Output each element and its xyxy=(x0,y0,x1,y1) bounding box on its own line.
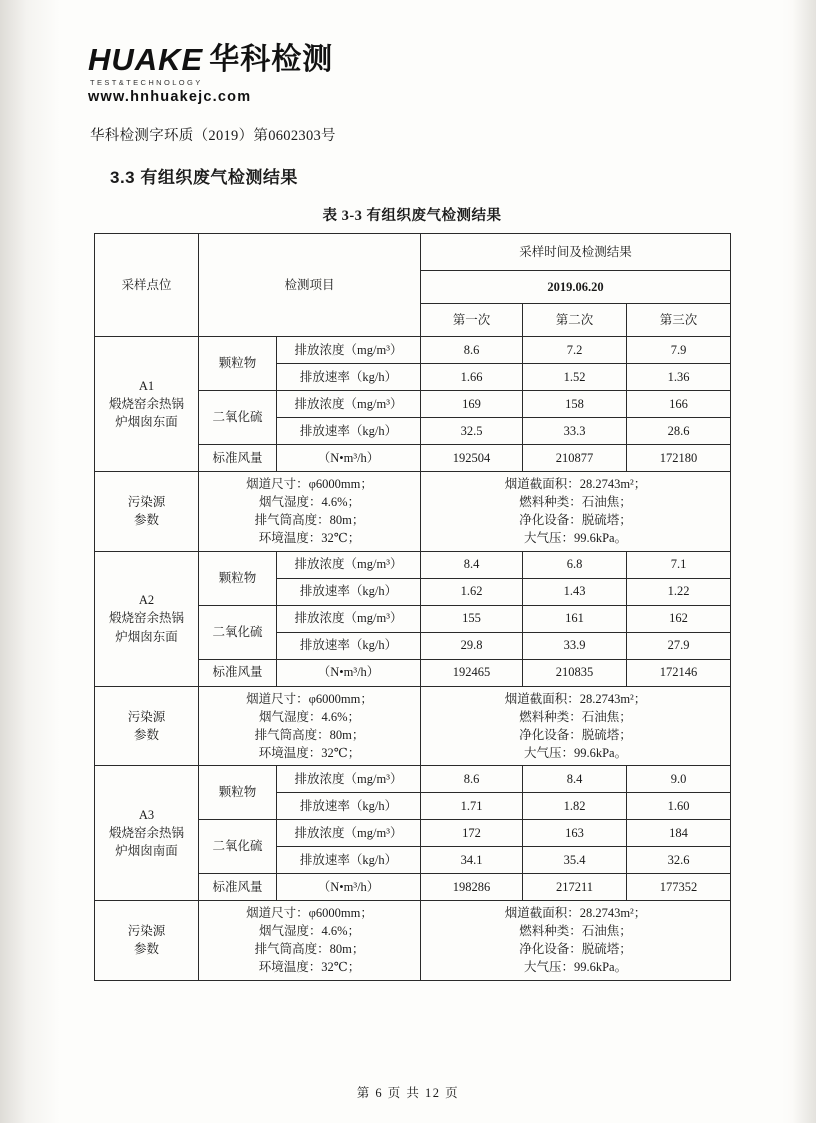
value-run-1: 8.4 xyxy=(421,551,523,578)
value-run-3: 172180 xyxy=(627,445,731,472)
header-run-2: 第二次 xyxy=(523,304,627,337)
value-run-1: 169 xyxy=(421,391,523,418)
source-parameters-left: 烟道尺寸：φ6000mm； 烟气湿度：4.6%； 排气筒高度：80m； 环境温度：32℃； xyxy=(199,472,421,552)
value-run-2: 8.4 xyxy=(523,766,627,793)
measure-item: 排放浓度（mg/m³） xyxy=(277,766,421,793)
logo-latin-name: HUAKE xyxy=(88,42,204,77)
logo-chinese-name: 华科检测 xyxy=(209,43,334,76)
value-run-2: 1.82 xyxy=(523,793,627,820)
value-run-3: 7.1 xyxy=(627,551,731,578)
source-parameters-label: 污染源 参数 xyxy=(95,901,199,981)
pollutant-label: 标准风量 xyxy=(199,874,277,901)
value-run-1: 155 xyxy=(421,605,523,632)
value-run-2: 161 xyxy=(523,605,627,632)
pollutant-label: 颗粒物 xyxy=(199,551,277,605)
source-parameters-right: 烟道截面积：28.2743m²； 燃料种类：石油焦； 净化设备：脱硫塔； 大气压：99.6kPa。 xyxy=(421,901,731,981)
value-run-2: 1.52 xyxy=(523,364,627,391)
value-run-1: 34.1 xyxy=(421,847,523,874)
value-run-1: 192465 xyxy=(421,659,523,686)
pollutant-label: 二氧化硫 xyxy=(199,391,277,445)
header-result-group: 采样时间及检测结果 xyxy=(421,234,731,271)
header-sampling-point: 采样点位 xyxy=(95,234,199,337)
table-header-row xyxy=(95,234,731,271)
measure-item: 排放速率（kg/h） xyxy=(277,793,421,820)
measure-item: （N•m³/h） xyxy=(277,659,421,686)
value-run-2: 210835 xyxy=(523,659,627,686)
measure-item: 排放浓度（mg/m³） xyxy=(277,820,421,847)
source-parameters-label: 污染源 参数 xyxy=(95,686,199,766)
measure-item: （N•m³/h） xyxy=(277,445,421,472)
source-parameters-left: 烟道尺寸：φ6000mm； 烟气湿度：4.6%； 排气筒高度：80m； 环境温度：32℃； xyxy=(199,686,421,766)
value-run-2: 217211 xyxy=(523,874,627,901)
value-run-1: 172 xyxy=(421,820,523,847)
value-run-3: 162 xyxy=(627,605,731,632)
value-run-2: 158 xyxy=(523,391,627,418)
value-run-3: 172146 xyxy=(627,659,731,686)
report-number: 华科检测字环质（2019）第0602303号 xyxy=(90,128,336,144)
source-parameters-right: 烟道截面积：28.2743m²； 燃料种类：石油焦； 净化设备：脱硫塔； 大气压：99.6kPa。 xyxy=(421,472,731,552)
value-run-1: 192504 xyxy=(421,445,523,472)
value-run-3: 32.6 xyxy=(627,847,731,874)
measure-item: 排放速率（kg/h） xyxy=(277,578,421,605)
measure-item: 排放速率（kg/h） xyxy=(277,364,421,391)
logo-tagline: TEST&TECHNOLOGY xyxy=(90,78,203,87)
header-sampling-date: 2019.06.20 xyxy=(421,271,731,304)
measure-item: 排放速率（kg/h） xyxy=(277,418,421,445)
value-run-3: 184 xyxy=(627,820,731,847)
value-run-1: 32.5 xyxy=(421,418,523,445)
measure-item: （N•m³/h） xyxy=(277,874,421,901)
value-run-2: 163 xyxy=(523,820,627,847)
table-row xyxy=(95,337,731,364)
value-run-2: 210877 xyxy=(523,445,627,472)
company-logo xyxy=(88,44,736,112)
logo-wordmark xyxy=(88,44,736,75)
value-run-2: 1.43 xyxy=(523,578,627,605)
value-run-3: 177352 xyxy=(627,874,731,901)
source-parameters-row xyxy=(95,472,731,552)
page-content xyxy=(88,44,736,981)
measure-item: 排放速率（kg/h） xyxy=(277,847,421,874)
value-run-1: 8.6 xyxy=(421,766,523,793)
value-run-3: 1.60 xyxy=(627,793,731,820)
pollutant-label: 颗粒物 xyxy=(199,766,277,820)
value-run-3: 1.36 xyxy=(627,364,731,391)
pollutant-label: 标准风量 xyxy=(199,659,277,686)
value-run-1: 8.6 xyxy=(421,337,523,364)
measure-item: 排放速率（kg/h） xyxy=(277,632,421,659)
pollutant-label: 颗粒物 xyxy=(199,337,277,391)
logo-website-url: www.hnhuakejc.com xyxy=(88,89,252,105)
table-row xyxy=(95,551,731,578)
value-run-2: 33.9 xyxy=(523,632,627,659)
source-parameters-left: 烟道尺寸：φ6000mm； 烟气湿度：4.6%； 排气筒高度：80m； 环境温度：32℃； xyxy=(199,901,421,981)
pollutant-label: 二氧化硫 xyxy=(199,605,277,659)
page-footer: 第 6 页 共 12 页 xyxy=(356,1086,460,1100)
value-run-3: 166 xyxy=(627,391,731,418)
sampling-point-cell: A2 煅烧窑余热锅 炉烟囱东面 xyxy=(95,551,199,686)
measure-item: 排放浓度（mg/m³） xyxy=(277,391,421,418)
value-run-3: 9.0 xyxy=(627,766,731,793)
source-parameters-right: 烟道截面积：28.2743m²； 燃料种类：石油焦； 净化设备：脱硫塔； 大气压：99.6kPa。 xyxy=(421,686,731,766)
value-run-3: 7.9 xyxy=(627,337,731,364)
sampling-point-cell: A1 煅烧窑余热锅 炉烟囱东面 xyxy=(95,337,199,472)
value-run-1: 29.8 xyxy=(421,632,523,659)
source-parameters-row xyxy=(95,686,731,766)
emissions-results-table xyxy=(94,233,731,981)
source-parameters-label: 污染源 参数 xyxy=(95,472,199,552)
measure-item: 排放浓度（mg/m³） xyxy=(277,551,421,578)
source-parameters-row xyxy=(95,901,731,981)
value-run-3: 27.9 xyxy=(627,632,731,659)
header-test-item: 检测项目 xyxy=(199,234,421,337)
pollutant-label: 标准风量 xyxy=(199,445,277,472)
value-run-1: 1.66 xyxy=(421,364,523,391)
section-heading: 3.3 有组织废气检测结果 xyxy=(110,168,298,187)
value-run-3: 28.6 xyxy=(627,418,731,445)
value-run-1: 1.71 xyxy=(421,793,523,820)
pollutant-label: 二氧化硫 xyxy=(199,820,277,874)
measure-item: 排放浓度（mg/m³） xyxy=(277,337,421,364)
value-run-2: 6.8 xyxy=(523,551,627,578)
table-row xyxy=(95,766,731,793)
value-run-1: 1.62 xyxy=(421,578,523,605)
value-run-2: 35.4 xyxy=(523,847,627,874)
value-run-2: 7.2 xyxy=(523,337,627,364)
value-run-3: 1.22 xyxy=(627,578,731,605)
value-run-2: 33.3 xyxy=(523,418,627,445)
sampling-point-cell: A3 煅烧窑余热锅 炉烟囱南面 xyxy=(95,766,199,901)
header-run-1: 第一次 xyxy=(421,304,523,337)
table-caption: 表 3-3 有组织废气检测结果 xyxy=(322,208,502,224)
measure-item: 排放浓度（mg/m³） xyxy=(277,605,421,632)
value-run-1: 198286 xyxy=(421,874,523,901)
header-run-3: 第三次 xyxy=(627,304,731,337)
